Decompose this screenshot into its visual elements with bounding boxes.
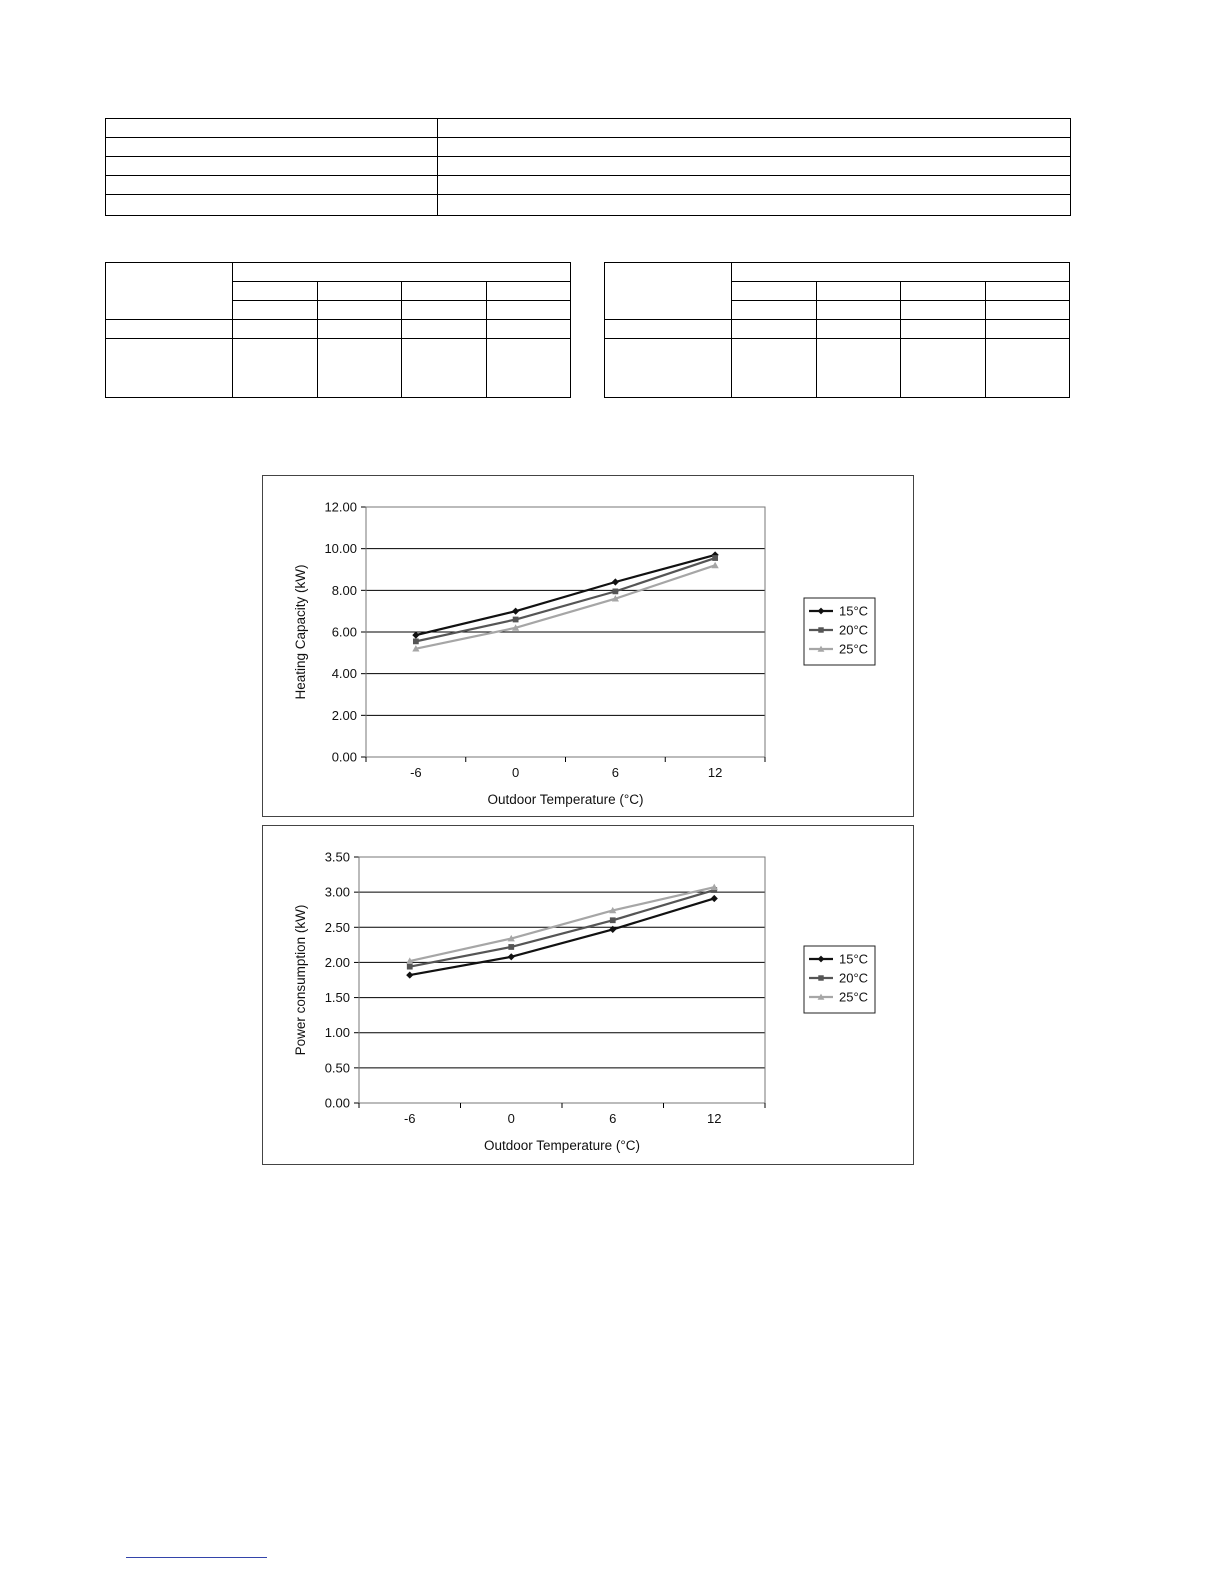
table-cell: [438, 119, 1071, 138]
x-tick-label: -6: [403, 1111, 416, 1126]
legend-label: 15°C: [839, 603, 869, 619]
y-tick-label: 0.50: [324, 1060, 350, 1076]
series-line: [410, 898, 715, 975]
table-cell: [732, 301, 817, 320]
legend-label: 15°C: [839, 951, 869, 967]
table-cell: [732, 282, 817, 301]
table-cell: [106, 320, 233, 339]
table-row: [106, 195, 1071, 216]
data-point: [610, 917, 616, 923]
data-point: [612, 578, 619, 585]
y-tick-label: 3.50: [324, 849, 350, 865]
table-cell: [233, 301, 318, 320]
table-cell: [438, 195, 1071, 216]
series-line: [416, 565, 715, 648]
table-cell: [732, 320, 817, 339]
power-consumption-chart-svg: [263, 826, 913, 1164]
y-tick-label: 4.00: [331, 666, 357, 682]
data-point: [712, 555, 718, 561]
condition-table-right: [604, 262, 1070, 398]
legend-label: 25°C: [839, 989, 869, 1005]
table-cell: [438, 138, 1071, 157]
legend: [804, 946, 875, 1013]
data-point: [412, 632, 419, 639]
y-tick-label: 8.00: [331, 582, 357, 598]
table-cell: [486, 282, 571, 301]
y-tick-label: 1.00: [324, 1025, 350, 1041]
heating-capacity-chart: [262, 475, 914, 817]
table-cell: [106, 119, 438, 138]
series-line: [416, 558, 715, 641]
spec-table: [105, 118, 1071, 216]
table-cell: [486, 301, 571, 320]
table-row: [106, 157, 1071, 176]
table-cell: [233, 263, 571, 282]
data-point: [513, 617, 519, 623]
table-cell: [438, 157, 1071, 176]
table-row: [605, 263, 1070, 282]
table-cell: [233, 282, 318, 301]
table-cell: [901, 320, 986, 339]
power-consumption-chart: [262, 825, 914, 1165]
table-cell: [816, 301, 901, 320]
y-tick-label: 2.00: [324, 954, 350, 970]
legend-label: 25°C: [839, 641, 869, 657]
table-cell: [106, 138, 438, 157]
table-row: [605, 339, 1070, 398]
table-cell: [106, 263, 233, 320]
data-point: [407, 964, 413, 970]
y-tick-label: 10.00: [324, 541, 357, 557]
x-axis-label: Outdoor Temperature (°C): [487, 792, 644, 807]
table-cell: [106, 339, 233, 398]
table-cell: [317, 282, 402, 301]
table-cell: [985, 339, 1070, 398]
data-point: [818, 627, 823, 632]
table-row: [106, 263, 571, 282]
table-cell: [605, 263, 732, 320]
x-tick-label: 12: [707, 1111, 722, 1126]
x-tick-label: 6: [609, 1111, 617, 1126]
table-cell: [402, 320, 487, 339]
table-cell: [438, 176, 1071, 195]
data-point: [712, 562, 719, 568]
x-axis-label: Outdoor Temperature (°C): [484, 1138, 640, 1153]
table-cell: [486, 320, 571, 339]
table-row: [106, 138, 1071, 157]
data-point: [512, 608, 519, 615]
table-row: [106, 176, 1071, 195]
series-line: [410, 887, 715, 961]
x-tick-label: -6: [410, 765, 422, 780]
table-cell: [985, 320, 1070, 339]
y-tick-label: 0.00: [331, 749, 357, 765]
table-cell: [605, 320, 732, 339]
table-cell: [816, 320, 901, 339]
y-tick-label: 2.00: [331, 707, 357, 723]
table-cell: [901, 282, 986, 301]
table-cell: [816, 339, 901, 398]
legend: [804, 598, 875, 665]
x-tick-label: 0: [507, 1111, 515, 1126]
x-tick-label: 6: [611, 765, 619, 780]
table-cell: [816, 282, 901, 301]
table-cell: [402, 301, 487, 320]
series-line: [410, 890, 715, 967]
table-cell: [233, 320, 318, 339]
table-cell: [605, 339, 732, 398]
data-point: [818, 975, 823, 980]
table-cell: [985, 282, 1070, 301]
x-tick-label: 0: [512, 765, 520, 780]
data-point: [711, 895, 718, 902]
y-tick-label: 12.00: [324, 499, 357, 515]
table-cell: [985, 301, 1070, 320]
table-row: [106, 119, 1071, 138]
condition-table-left: [105, 262, 571, 398]
table-cell: [901, 301, 986, 320]
table-cell: [402, 282, 487, 301]
y-tick-label: 1.50: [324, 990, 350, 1006]
heating-capacity-chart-svg: [263, 476, 913, 816]
y-axis-label: Heating Capacity (kW): [293, 564, 308, 700]
table-cell: [106, 157, 438, 176]
table-row: [106, 339, 571, 398]
data-point: [508, 944, 514, 950]
y-tick-label: 0.00: [324, 1095, 350, 1111]
table-cell: [317, 339, 402, 398]
y-tick-label: 2.50: [324, 919, 350, 935]
table-row: [106, 320, 571, 339]
data-point: [406, 971, 413, 978]
data-point: [612, 588, 618, 594]
y-axis-label: Power consumption (kW): [293, 904, 308, 1056]
data-point: [413, 638, 419, 644]
table-cell: [901, 339, 986, 398]
x-tick-label: 12: [707, 765, 723, 780]
y-tick-label: 6.00: [331, 624, 357, 640]
table-cell: [732, 339, 817, 398]
data-point: [508, 953, 515, 960]
table-cell: [486, 339, 571, 398]
table-row: [605, 320, 1070, 339]
table-cell: [106, 176, 438, 195]
legend-label: 20°C: [839, 622, 869, 638]
y-tick-label: 3.00: [324, 884, 350, 900]
table-cell: [732, 263, 1070, 282]
series-line: [416, 555, 715, 635]
table-cell: [317, 320, 402, 339]
table-cell: [233, 339, 318, 398]
table-cell: [402, 339, 487, 398]
table-cell: [106, 195, 438, 216]
table-cell: [317, 301, 402, 320]
footer-link[interactable]: [126, 1557, 267, 1558]
legend-label: 20°C: [839, 970, 869, 986]
